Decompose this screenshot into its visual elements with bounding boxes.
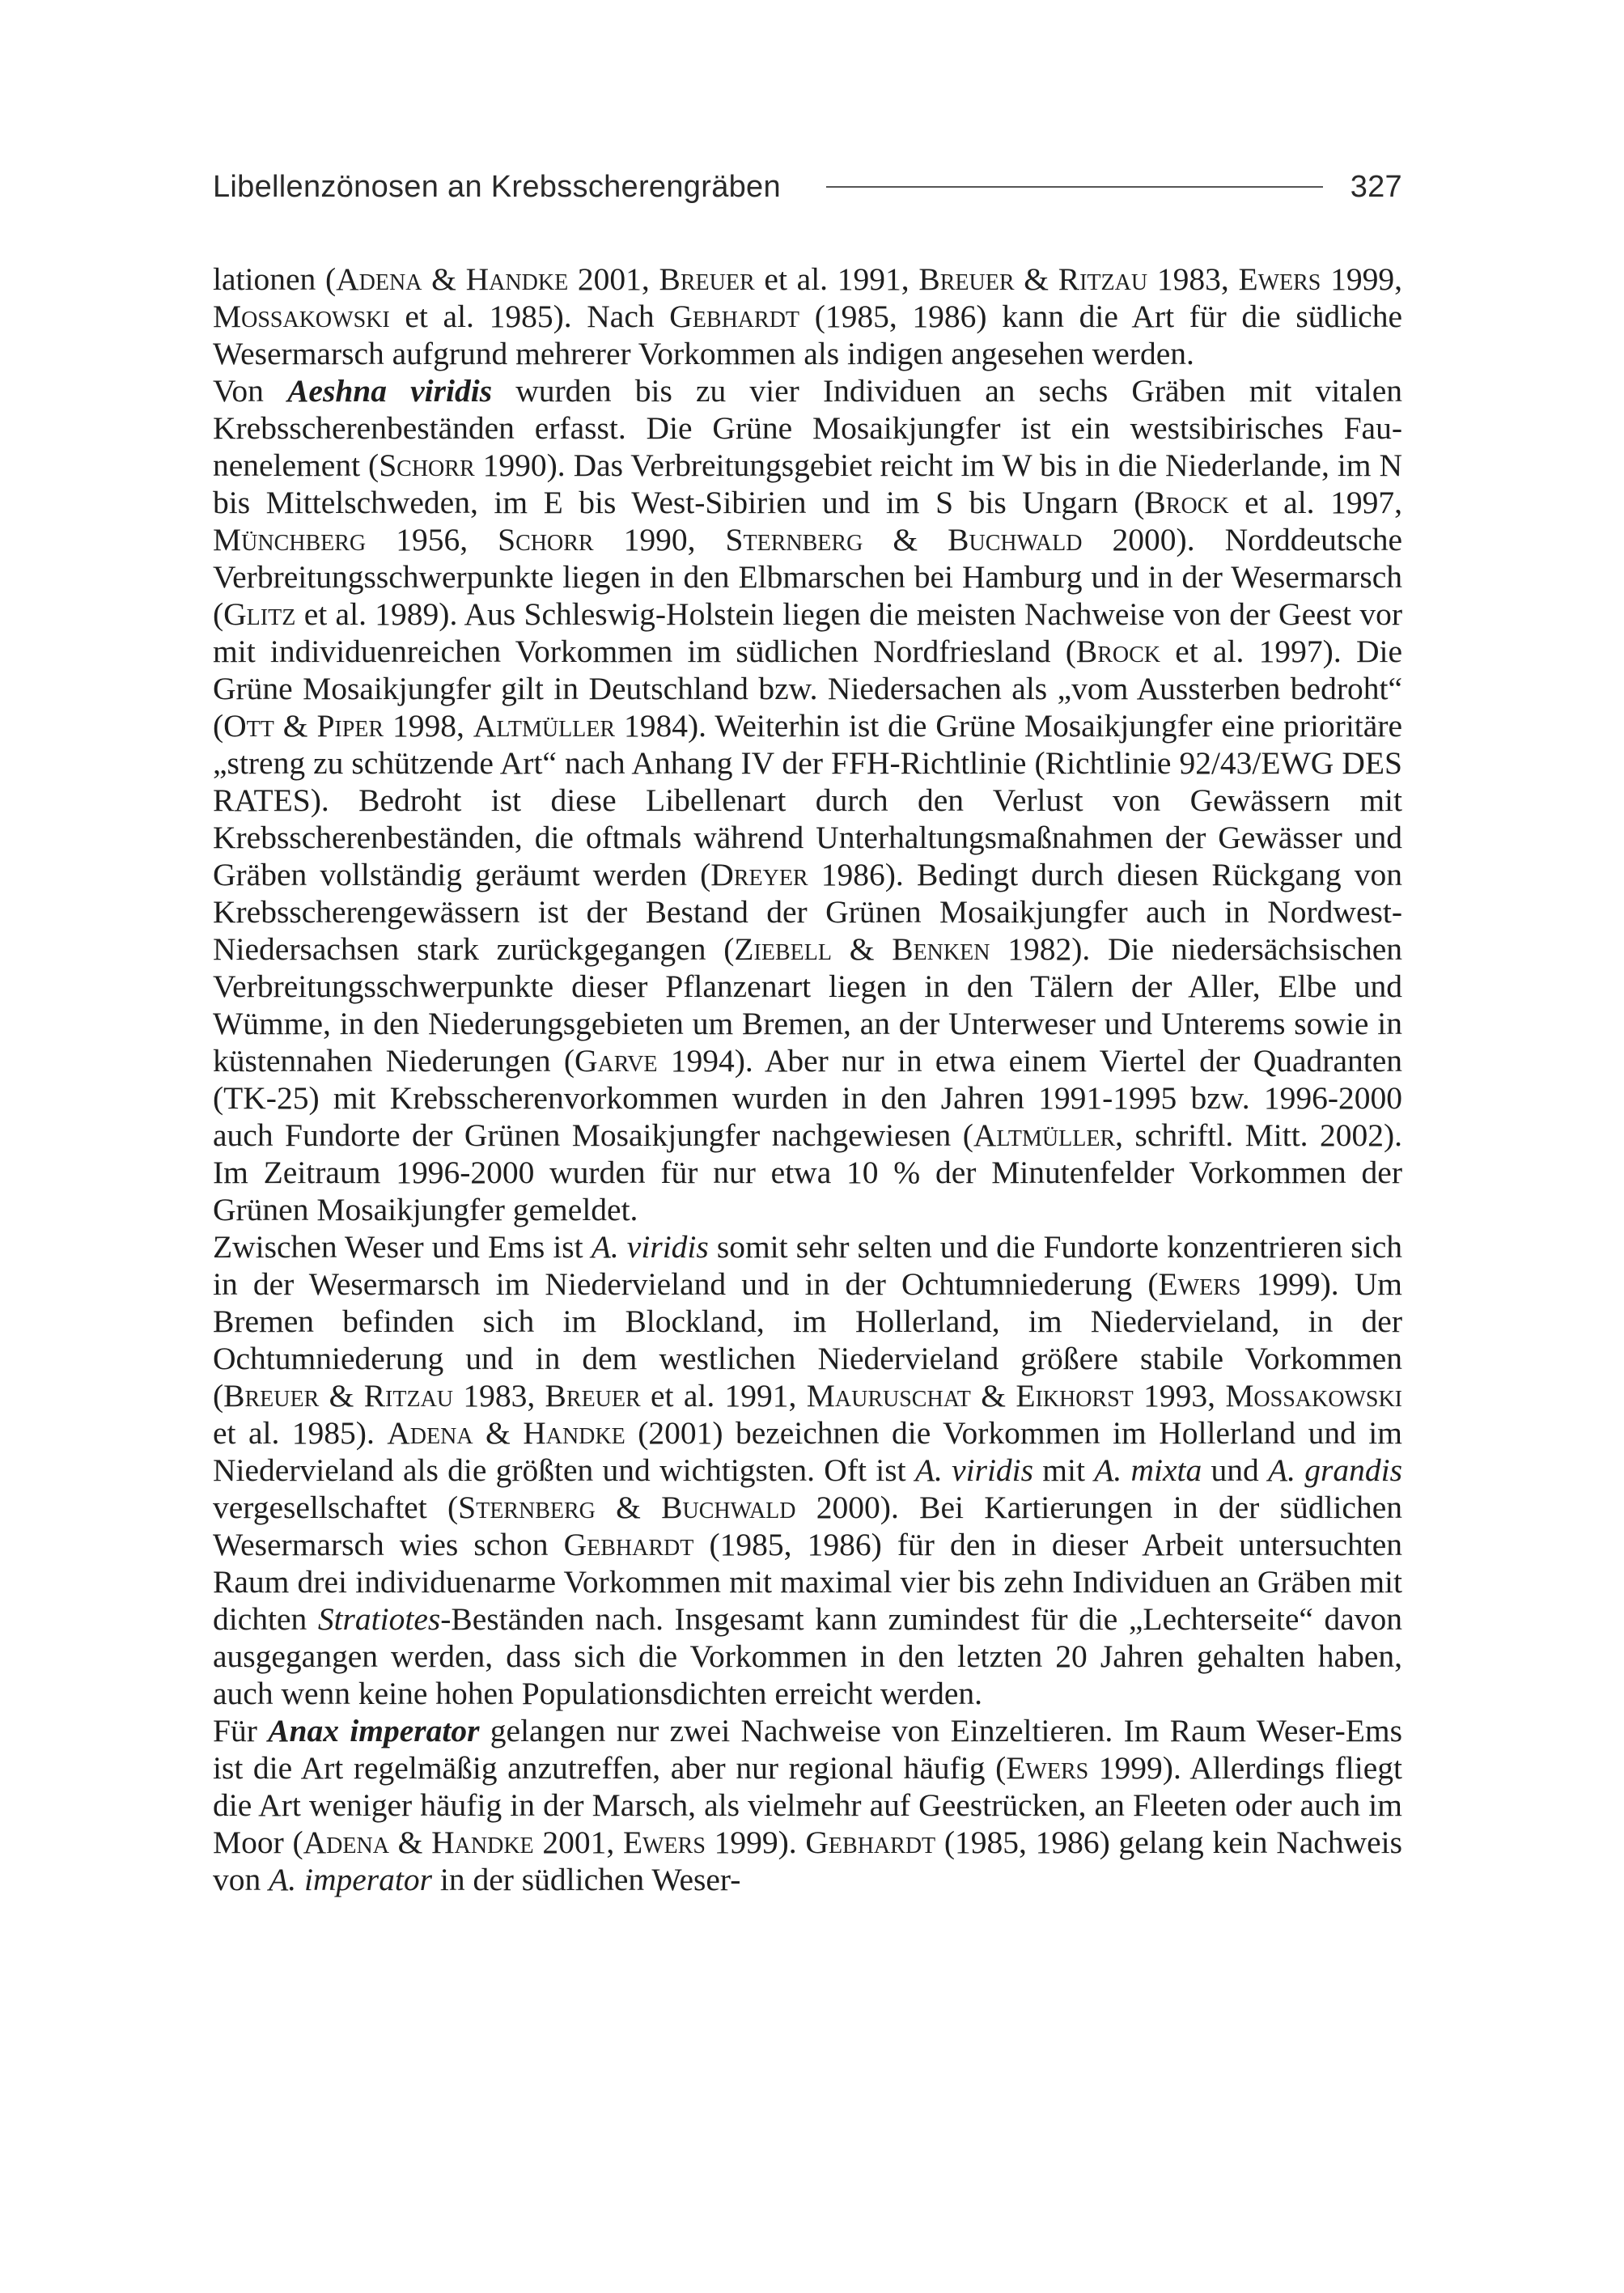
citation-author: Ritzau	[363, 1378, 454, 1414]
citation-author: Glitz	[223, 596, 296, 632]
text-run: &	[319, 1378, 364, 1414]
text-run: et al. 1989). Aus Schleswig-Holstein liegen die meisten Nachweise von der Geest vor mit individuenreichen Vorkommen im südlichen Nordfriesland (	[213, 596, 1402, 669]
text-run: 1994). Aber nur in etwa einem Viertel der Quadranten (TK-25) mit Krebsscherenvorkommen wurden in den Jahren 1991-1995 bzw. 1996-2000 auch Fundorte der Grünen Mosaikjungfer nachgewiesen (	[213, 1043, 1402, 1153]
italic-taxon: Stratiotes	[317, 1601, 441, 1637]
citation-author: Buchwald	[948, 522, 1083, 557]
paragraph-weser-ems	[213, 1228, 1402, 1712]
citation-author: Garve	[575, 1043, 658, 1079]
body-text	[213, 261, 1402, 1898]
running-title: Libellenzönosen an Krebsscherengräben	[213, 169, 781, 204]
citation-author: Ewers	[622, 1825, 706, 1860]
citation-author: Piper	[316, 708, 384, 744]
text-run: Für	[213, 1713, 269, 1748]
text-run: Von	[213, 373, 288, 409]
text-run: &	[595, 1490, 662, 1525]
italic-taxon: A. mixta	[1094, 1452, 1202, 1488]
text-run: 1990,	[593, 522, 726, 557]
citation-author: Breuer	[918, 261, 1015, 297]
text-run: (1985, 1986) kann die Art für die südliche Wesermarsch aufgrund mehrerer Vorkommen als indigen angesehen werden.	[213, 299, 1402, 371]
citation-author: Breuer	[659, 261, 755, 297]
page-number: 327	[1350, 169, 1402, 204]
citation-author: Adena	[387, 1415, 473, 1451]
species-name: Aeshna viridis	[287, 373, 493, 409]
text-run: (1985, 1986) für den in dieser Arbeit untersuchten Raum drei individuenarme Vorkommen mit maximal vier bis zehn Individuen an Gräben mit dichten	[213, 1527, 1402, 1637]
citation-author: Adena	[336, 261, 422, 297]
text-run: wurden bis zu vier Individuen an sechs Gräben mit vitalen Krebsscherenbeständen erfasst. Die Grüne Mosaikjungfer ist ein westsibirisches Faunenelement (	[213, 373, 1402, 483]
header-rule	[826, 186, 1323, 188]
text-run: 1983,	[1147, 261, 1239, 297]
citation-author: Mauruschat	[806, 1378, 971, 1414]
citation-author: Handke	[465, 261, 569, 297]
text-run: 2000). Norddeutsche Verbreitungsschwerpunkte liegen in den Elbmarschen bei Hamburg und in der Wesermarsch (	[213, 522, 1402, 632]
text-run: 1990). Das Verbreitungsgebiet reicht im W bis in die Niederlande, im N bis Mittelschweden, im E bis West-Sibirien und im S bis Ungarn (	[213, 447, 1402, 520]
italic-taxon: A. viridis	[914, 1452, 1034, 1488]
text-run: vergesellschaftet (	[213, 1490, 459, 1525]
citation-author: Breuer	[545, 1378, 641, 1414]
text-run: et al. 1997). Die Grüne Mosaikjungfer gilt in Deutschland bzw. Niedersachen als „vom Aussterben bedroht“ (	[213, 634, 1402, 744]
text-run: 1956,	[366, 522, 498, 557]
citation-author: Ziebell	[734, 931, 832, 967]
text-run: (1985, 1986) gelang kein Nachweis von	[213, 1825, 1402, 1897]
text-run: 1984). Weiterhin ist die Grüne Mosaikjungfer eine prioritäre „streng zu schützende Art“ nach Anhang IV der FFH-Richtlinie (Richtlinie 92/43/EWG DES RATES). Bedroht ist diese Libellenart durch den Verlust von Gewässern mit Krebsscherenbeständen, die oftmals während Unterhaltungsmaßnahmen der Gewässer und Gräben vollständig geräumt werden (	[213, 708, 1403, 892]
text-run: und	[1202, 1452, 1269, 1488]
citation-author: Breuer	[223, 1378, 320, 1414]
citation-author: Gebhardt	[563, 1527, 694, 1562]
text-run: &	[831, 931, 893, 967]
text-run: 2001,	[533, 1825, 623, 1860]
text-run: &	[863, 522, 948, 557]
citation-author: Mossakowski	[1225, 1378, 1403, 1414]
text-run: 1983,	[453, 1378, 545, 1414]
paragraph-aeshna-viridis	[213, 372, 1402, 1228]
citation-author: Ott	[223, 708, 274, 744]
text-run: 2001,	[568, 261, 659, 297]
text-run: , schriftl. Mitt. 2002). Im Zeitraum 1996-2000 wurden für nur etwa 10 % der Minutenfelder Vorkommen der Grünen Mosaikjungfer gemeldet.	[213, 1117, 1402, 1227]
text-run: lationen (	[213, 261, 337, 297]
italic-taxon: A. imperator	[269, 1862, 433, 1897]
text-run: &	[273, 708, 317, 744]
citation-author: Eikhorst	[1016, 1378, 1134, 1414]
citation-author: Ewers	[1158, 1266, 1241, 1302]
text-run: &	[1014, 261, 1058, 297]
text-run: &	[422, 261, 466, 297]
text-run: et al. 1991,	[640, 1378, 807, 1414]
citation-author: Ritzau	[1058, 261, 1148, 297]
citation-author: Altmüller	[473, 708, 616, 744]
text-run: 1993,	[1133, 1378, 1226, 1414]
paragraph-anax-imperator	[213, 1712, 1402, 1898]
citation-author: Sternberg	[725, 522, 863, 557]
citation-author: Schorr	[498, 522, 594, 557]
citation-author: Altmüller	[973, 1117, 1116, 1153]
italic-taxon: A. grandis	[1268, 1452, 1403, 1488]
citation-author: Münchberg	[213, 522, 367, 557]
citation-author: Gebhardt	[669, 299, 800, 334]
text-run: et al. 1985).	[213, 1415, 388, 1451]
text-run: 1999). Allerdings fliegt die Art weniger häufig in der Marsch, als vielmehr auf Geestrücken, an Fleeten oder auch im Moor (	[213, 1750, 1402, 1860]
citation-author: Mossakowski	[213, 299, 390, 334]
text-run: 1999,	[1321, 261, 1402, 297]
text-run: somit sehr selten und die Fundorte konzentrieren sich in der Wesermarsch im Niedervieland und in der Ochtumniederung (	[213, 1229, 1402, 1302]
citation-author: Buchwald	[661, 1490, 796, 1525]
citation-author: Brock	[1075, 634, 1161, 669]
citation-author: Ewers	[1238, 261, 1321, 297]
text-run: 1998,	[384, 708, 473, 744]
citation-author: Handke	[431, 1825, 534, 1860]
text-run: 1982). Die niedersächsischen Verbreitungsschwerpunkte dieser Pflanzenart liegen in den Tälern der Aller, Elbe und Wümme, in den Niederungsgebieten um Bremen, an der Unterweser und Unterems sowie in küstennahen Niederungen (	[213, 931, 1402, 1079]
text-run: 1999).	[705, 1825, 806, 1860]
text-run: 1986). Bedingt durch diesen Rückgang von Krebsscherengewässern ist der Bestand der Grünen Mosaikjungfer auch in Nordwest-Niedersachsen stark zurückgegangen (	[213, 857, 1402, 967]
citation-author: Adena	[303, 1825, 389, 1860]
text-run: et al. 1991,	[754, 261, 919, 297]
citation-author: Schorr	[379, 447, 475, 483]
text-run: 2000). Bei Kartierungen in der südlichen Wesermarsch wies schon	[213, 1490, 1402, 1562]
text-run: &	[473, 1415, 524, 1451]
text-run: et al. 1985). Nach	[389, 299, 670, 334]
citation-author: Benken	[892, 931, 990, 967]
text-run: gelangen nur zwei Nachweise von Einzeltieren. Im Raum Weser-Ems ist die Art regelmäßig anzutreffen, aber nur regional häufig (	[213, 1713, 1403, 1786]
text-run: in der südlichen Weser-	[432, 1862, 741, 1897]
text-run: &	[970, 1378, 1016, 1414]
running-header	[213, 164, 1402, 210]
text-run: (2001) bezeichnen die Vorkommen im Hollerland und im Niedervieland als die größten und wichtigsten. Oft ist	[213, 1415, 1402, 1488]
text-run: -Beständen nach. Insgesamt kann zumindest für die „Lechterseite“ davon ausgegangen werden, dass sich die Vorkommen in den letzten 20 Jahren gehalten haben, auch wenn keine hohen Populationsdichten erreicht werden.	[213, 1601, 1402, 1711]
italic-taxon: A. viridis	[591, 1229, 709, 1265]
paragraph-continuation	[213, 261, 1402, 372]
text-run: &	[388, 1825, 432, 1860]
text-run: et al. 1997,	[1228, 485, 1402, 520]
citation-author: Ewers	[1006, 1750, 1089, 1786]
citation-author: Brock	[1144, 485, 1229, 520]
citation-author: Gebhardt	[805, 1825, 936, 1860]
citation-author: Handke	[523, 1415, 625, 1451]
citation-author: Dreyer	[710, 857, 808, 892]
citation-author: Sternberg	[458, 1490, 596, 1525]
text-run: 1999). Um Bremen befinden sich im Blockland, im Hollerland, im Niedervieland, in der Ochtumniederung und in dem westlichen Niedervieland größere stabile Vorkommen (	[213, 1266, 1402, 1414]
text-run: Zwischen Weser und Ems ist	[213, 1229, 592, 1265]
species-name: Anax imperator	[268, 1713, 480, 1748]
text-run: mit	[1033, 1452, 1095, 1488]
